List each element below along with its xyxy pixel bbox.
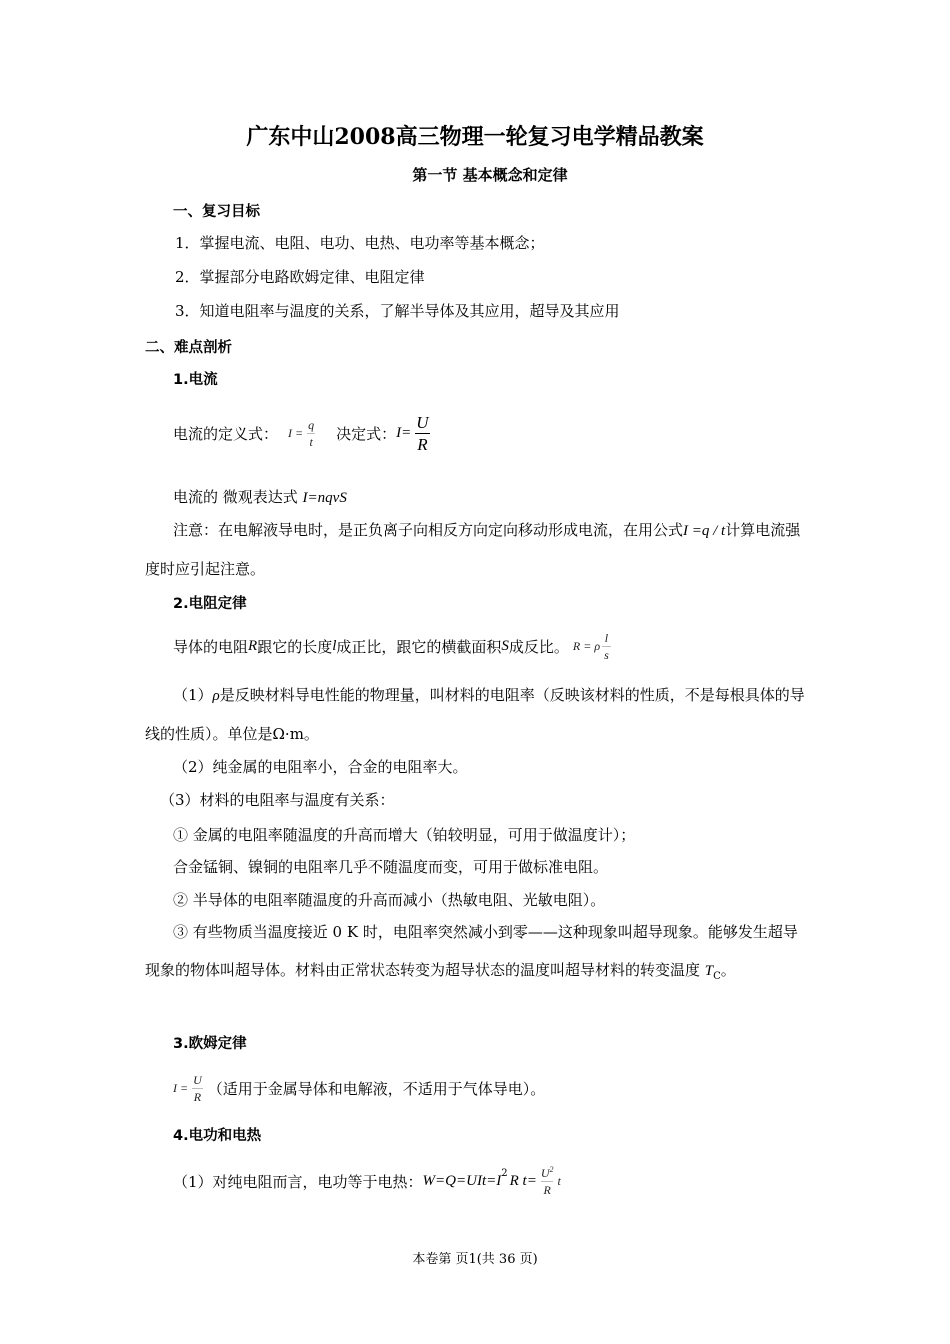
frac-numerator: U xyxy=(540,1166,550,1180)
superconductor-end: 。 xyxy=(720,961,736,979)
current-note-paragraph xyxy=(145,511,810,588)
tc-symbol: T xyxy=(704,963,714,979)
section-heading-difficulty: 二、难点剖析 xyxy=(145,340,232,356)
work-formula-b: R t= xyxy=(509,1172,537,1189)
law-text-d: 成反比。 xyxy=(508,637,569,656)
current-def-label: 电流的定义式： xyxy=(173,424,279,443)
current-def-fraction xyxy=(306,419,316,448)
goal-item-2: 2．掌握部分电路欧姆定律、电阻定律 xyxy=(175,268,425,286)
ohm-lhs: I = xyxy=(173,1080,189,1095)
current-definition-line xyxy=(173,408,431,458)
ohm-law-line xyxy=(173,1064,545,1112)
work-fraction xyxy=(539,1166,556,1196)
frac-numerator: l xyxy=(604,630,609,645)
current-micro-formula: I=nqvS xyxy=(302,490,347,506)
resistivity-paragraph-3: （3）材料的电阻率与温度有关系： xyxy=(160,791,395,809)
current-micro-label: 电流的 微观表达式 xyxy=(173,488,303,506)
electric-work-line xyxy=(173,1156,561,1206)
frac-numerator: q xyxy=(308,417,315,432)
resistivity-paragraph-2: （2）纯金属的电阻率小，合金的电阻率大。 xyxy=(173,758,468,776)
section-heading-review-goals: 一、复习目标 xyxy=(173,204,260,220)
current-note-text-b: 计算电流强度时应引起注意。 xyxy=(145,521,801,578)
p1-text: 是反映材料导电性能的物理量，叫材料的电阻率（反映该材料的性质，不是每根具体的导线的性质）。单位是Ω·m。 xyxy=(145,686,805,743)
frac-numerator: U xyxy=(193,1072,202,1087)
current-det-fraction xyxy=(414,414,430,453)
law-formula-fraction xyxy=(602,632,611,661)
subheading-current: 1.电流 xyxy=(173,372,218,388)
resistivity-item-1b: 合金锰铜、镍铜的电阻率几乎不随温度而变，可用于做标准电阻。 xyxy=(173,858,609,876)
law-text-b: 跟它的长度 xyxy=(257,637,333,656)
resistivity-item-3 xyxy=(145,913,810,996)
ohm-fraction xyxy=(191,1074,204,1103)
resistivity-item-1: ① 金属的电阻率随温度的升高而增大（铂较明显，可用于做温度计）； xyxy=(173,826,636,844)
page-title: 广东中山2008高三物理一轮复习电学精品教案 xyxy=(246,124,704,150)
p1-label: （1） xyxy=(173,686,213,704)
law-symbol-R: R xyxy=(248,637,258,654)
law-text-c: 成正比，跟它的横截面积 xyxy=(336,637,502,656)
law-symbol-l: l xyxy=(332,637,337,654)
current-note-text-a: 注意：在电解液导电时，是正负离子向相反方向定向移动形成电流，在用公式 xyxy=(173,521,684,539)
work-formula-a: W=Q=UIt=I xyxy=(422,1172,502,1189)
ohm-applicability-text: （适用于金属导体和电解液，不适用于气体导电）。 xyxy=(207,1079,546,1098)
work-sup: 2 xyxy=(501,1168,508,1179)
current-det-lhs: I= xyxy=(396,424,412,441)
frac-denominator: t xyxy=(309,434,313,449)
frac-denominator: R xyxy=(417,434,428,454)
current-note-formula: I =q / t xyxy=(683,523,726,539)
goal-item-3: 3．知道电阻率与温度的关系，了解半导体及其应用，超导及其应用 xyxy=(175,302,620,320)
current-micro-line xyxy=(173,486,347,507)
resistivity-paragraph-1 xyxy=(145,676,810,753)
section-subtitle: 第一节 基本概念和定律 xyxy=(412,166,568,184)
frac-denominator: R xyxy=(193,1089,202,1104)
frac-numerator: U xyxy=(416,412,429,432)
goal-item-1: 1．掌握电流、电阻、电功、电热、电功率等基本概念； xyxy=(175,234,545,252)
subheading-resistance-law: 2.电阻定律 xyxy=(173,596,247,612)
current-def-lhs: I = xyxy=(288,425,304,440)
frac-denominator: s xyxy=(604,647,609,662)
rho-symbol: ρ xyxy=(212,688,220,704)
frac-denominator: R xyxy=(543,1183,551,1197)
work-text: （1）对纯电阻而言，电功等于电热： xyxy=(173,1172,423,1191)
tc-subscript: C xyxy=(713,971,721,982)
subheading-ohm-law: 3.欧姆定律 xyxy=(173,1036,247,1052)
law-formula-lhs: R = ρ xyxy=(572,638,601,653)
resistance-law-line xyxy=(173,624,611,668)
resistivity-item-2: ② 半导体的电阻率随温度的升高而减小（热敏电阻、光敏电阻）。 xyxy=(173,891,606,909)
frac-num-sup: 2 xyxy=(549,1165,554,1174)
current-det-label: 决定式： xyxy=(336,424,397,443)
work-t: t xyxy=(557,1173,561,1188)
superconductor-text: ③ 有些物质当温度接近 0 K 时，电阻率突然减小到零——这种现象叫超导现象。能够发生超导现象的物体叫超导体。材料由正常状态转变为超导状态的温度叫超导材料的转变温度 xyxy=(145,923,798,979)
subheading-electric-work: 4.电功和电热 xyxy=(173,1128,262,1144)
law-symbol-S: S xyxy=(501,637,509,654)
page-footer: 本卷第 页1(共 36 页) xyxy=(412,1252,538,1267)
law-text-a: 导体的电阻 xyxy=(173,637,249,656)
